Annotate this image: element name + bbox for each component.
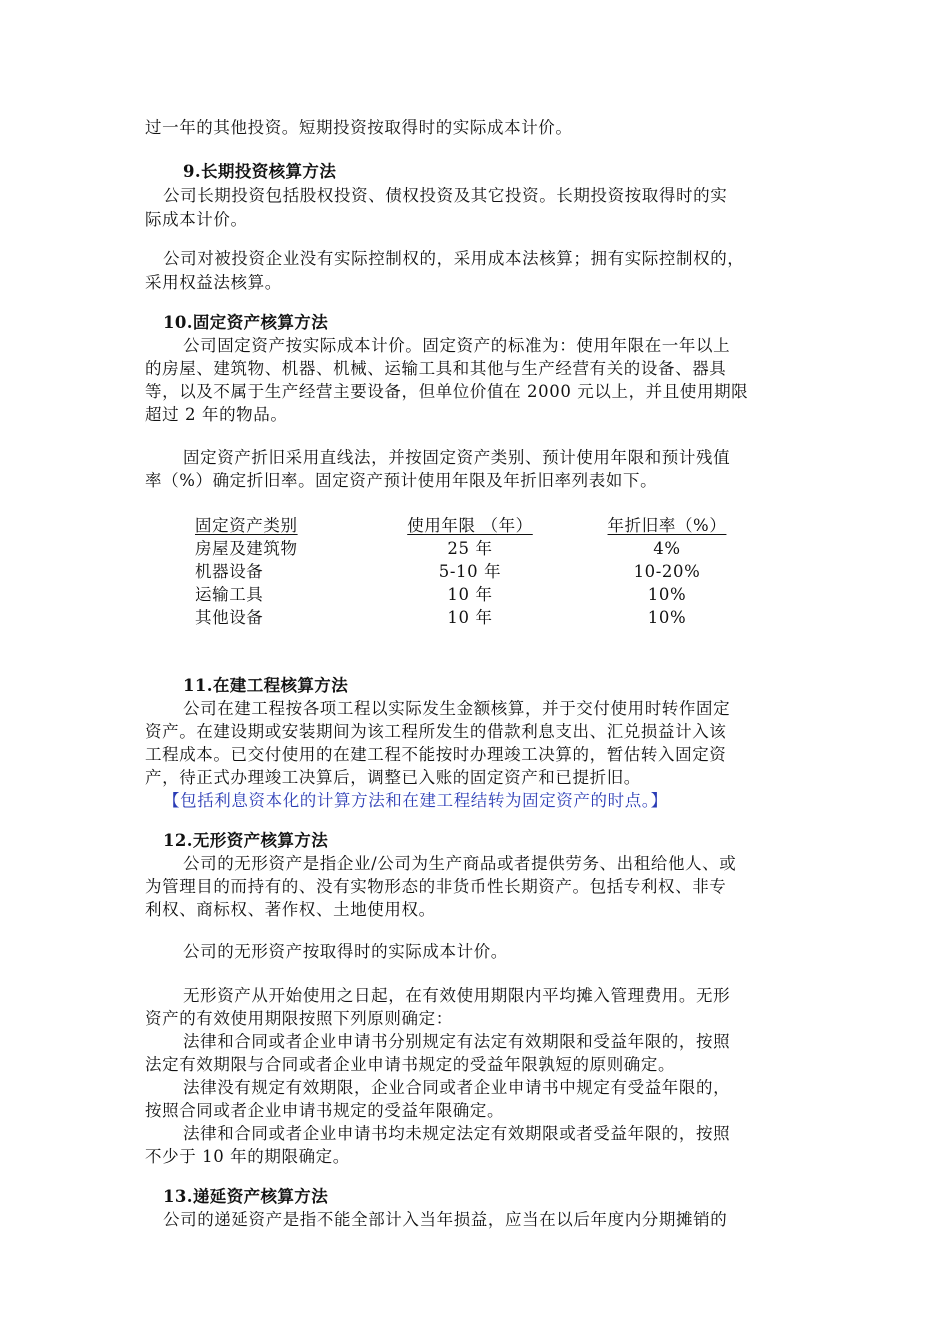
table-cell: 其他设备 (195, 608, 264, 627)
table-header-rate: 年折旧率（%） (607, 516, 727, 535)
paragraph-line: 公司固定资产按实际成本计价。固定资产的标准为：使用年限在一年以上 (183, 336, 731, 355)
table-cell: 5-10 年 (438, 562, 502, 581)
section-heading-10: 10.固定资产核算方法 (163, 313, 329, 332)
paragraph-line: 公司对被投资企业没有实际控制权的，采用成本法核算；拥有实际控制权的， (163, 249, 745, 268)
table-cell: 运输工具 (195, 585, 264, 604)
paragraph-line: 产，待正式办理竣工决算后，调整已入账的固定资产和已提折旧。 (145, 768, 641, 787)
paragraph-line: 公司的递延资产是指不能全部计入当年损益，应当在以后年度内分期摊销的 (163, 1210, 728, 1229)
paragraph-line: 为管理目的而持有的、没有实物形态的非货币性长期资产。包括专利权、非专 (145, 877, 727, 896)
table-cell: 10% (647, 585, 687, 604)
table-cell: 25 年 (447, 539, 493, 558)
paragraph-line: 率（%）确定折旧率。固定资产预计使用年限及年折旧率列表如下。 (145, 471, 658, 490)
paragraph-line: 过一年的其他投资。短期投资按取得时的实际成本计价。 (145, 118, 573, 137)
paragraph-line: 利权、商标权、著作权、土地使用权。 (145, 900, 436, 919)
paragraph-line: 资产的有效使用期限按照下列原则确定： (145, 1009, 453, 1028)
paragraph-line: 固定资产折旧采用直线法，并按固定资产类别、预计使用年限和预计残值 (183, 448, 731, 467)
section-heading-11: 11.在建工程核算方法 (183, 676, 349, 695)
table-header-life: 使用年限 （年） (407, 516, 533, 535)
paragraph-line: 公司在建工程按各项工程以实际发生金额核算，并于交付使用时转作固定 (183, 699, 731, 718)
table-cell: 10 年 (447, 608, 493, 627)
paragraph-line: 公司的无形资产是指企业/公司为生产商品或者提供劳务、出租给他人、或 (183, 854, 737, 873)
table-cell: 机器设备 (195, 562, 264, 581)
paragraph-line: 按照合同或者企业申请书规定的受益年限确定。 (145, 1101, 505, 1120)
section-heading-13: 13.递延资产核算方法 (163, 1187, 329, 1206)
paragraph-line: 公司长期投资包括股权投资、债权投资及其它投资。长期投资按取得时的实 (163, 186, 728, 205)
table-cell: 10% (647, 608, 687, 627)
paragraph-line: 法律和合同或者企业申请书均未规定法定有效期限或者受益年限的，按照 (183, 1124, 731, 1143)
paragraph-line: 超过 2 年的物品。 (145, 405, 288, 424)
table-cell: 房屋及建筑物 (195, 539, 298, 558)
table-cell: 4% (653, 539, 681, 558)
paragraph-line: 法律和合同或者企业申请书分别规定有法定有效期限和受益年限的，按照 (183, 1032, 731, 1051)
paragraph-line: 等，以及不属于生产经营主要设备，但单位价值在 2000 元以上，并且使用期限 (145, 382, 749, 401)
paragraph-line: 法律没有规定有效期限，企业合同或者企业申请书中规定有受益年限的， (183, 1078, 731, 1097)
paragraph-line: 资产。在建设期或安装期间为该工程所发生的借款利息支出、汇兑损益计入该 (145, 722, 727, 741)
section-heading-9: 9.长期投资核算方法 (183, 162, 337, 181)
bracketed-note: 【包括利息资本化的计算方法和在建工程结转为固定资产的时点。】 (163, 791, 668, 810)
table-cell: 10 年 (447, 585, 493, 604)
paragraph-line: 工程成本。已交付使用的在建工程不能按时办理竣工决算的，暂估转入固定资 (145, 745, 727, 764)
paragraph-line: 无形资产从开始使用之日起，在有效使用期限内平均摊入管理费用。无形 (183, 986, 731, 1005)
paragraph-line: 不少于 10 年的期限确定。 (145, 1147, 350, 1166)
paragraph-line: 际成本计价。 (145, 210, 248, 229)
paragraph-line: 法定有效期限与合同或者企业申请书规定的受益年限孰短的原则确定。 (145, 1055, 676, 1074)
paragraph-line: 采用权益法核算。 (145, 273, 282, 292)
table-header-category: 固定资产类别 (195, 516, 298, 535)
section-heading-12: 12.无形资产核算方法 (163, 831, 329, 850)
paragraph-line: 公司的无形资产按取得时的实际成本计价。 (183, 942, 508, 961)
paragraph-line: 的房屋、建筑物、机器、机械、运输工具和其他与生产经营有关的设备、器具 (145, 359, 727, 378)
table-cell: 10-20% (633, 562, 701, 581)
